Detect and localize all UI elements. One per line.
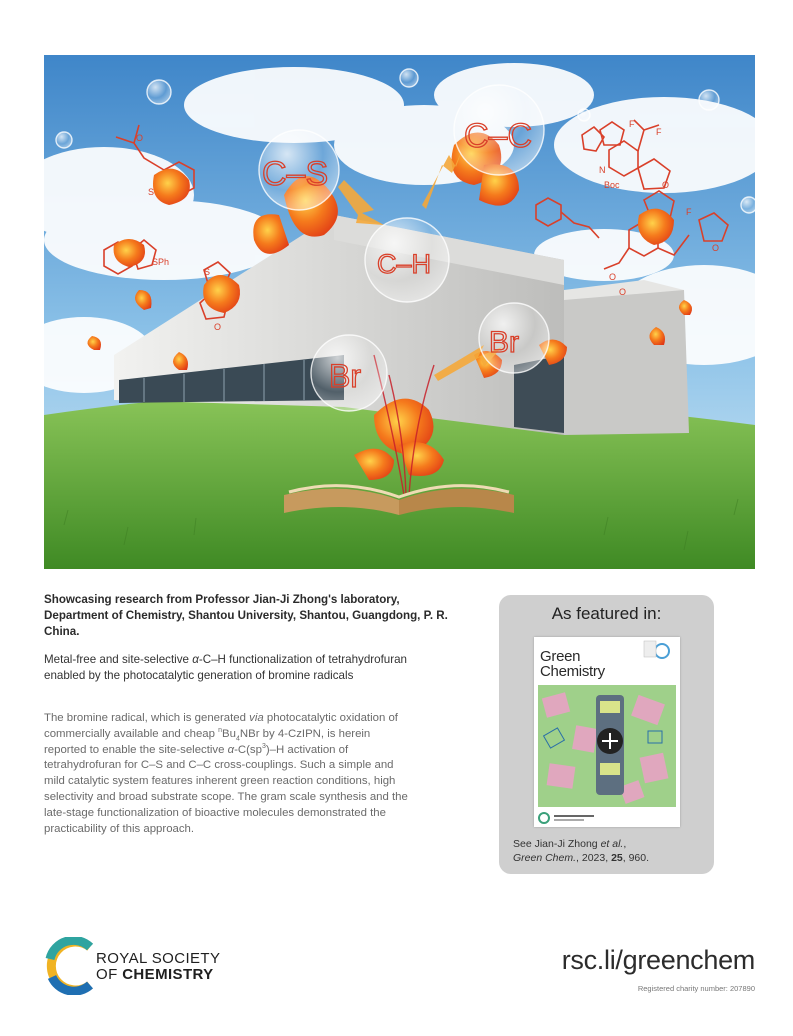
abstract-italic-via: via [249,712,264,724]
citation[interactable] [513,837,708,865]
citation-volume: 25 [611,852,623,864]
article-title-pre: Metal-free and site-selective [44,653,193,666]
rsc-logo-icon [44,937,96,995]
citation-etal: et al. [600,838,624,850]
bubble-label-cs: C–S [262,155,329,193]
abstract-text [44,711,414,837]
svg-text:Boc: Boc [604,180,620,190]
citation-journal: Green Chem. [513,852,577,864]
bubble-label-br-1: Br [329,358,361,394]
abstract-superscript-n: n [218,727,223,734]
showcase-heading: Showcasing research from Professor Jian-Ji Zhong's laboratory, Department of Chemistry, Shantou University, Shantou, Guangdong, P. R. China. [44,593,448,638]
journal-name-line1: Green [540,648,581,665]
bubble-label-br-2: Br [489,326,519,359]
journal-url-link[interactable]: rsc.li/greenchem [561,945,755,975]
abstract-superscript-3: 3 [261,742,266,750]
journal-cover-thumbnail[interactable] [534,637,680,827]
journal-name [540,649,605,679]
svg-text:O: O [712,243,720,253]
citation-authors: See Jian-Ji Zhong [513,838,601,850]
abstract-part: photocatalytic oxidation of commercially available and cheap [44,712,398,740]
abstract-part: NBr by 4-CzIPN, is herein reported to enable the site-selective [44,727,371,756]
rsc-line1: ROYAL SOCIETY [96,950,221,967]
svg-text:N: N [599,165,606,175]
article-title-post: -C–H functionalization of tetrahydrofuran enabled by the photocatalytic generation of bromine radicals [44,653,407,682]
article-title-alpha: α [192,653,199,666]
rsc-wordmark [96,951,220,983]
svg-text:O: O [214,322,222,332]
svg-text:F: F [686,207,692,217]
svg-text:S: S [204,267,211,277]
bubble-label-cc: C–C [464,117,533,155]
svg-text:O: O [619,287,627,297]
journal-name-line2: Chemistry [540,663,605,680]
abstract-subscript-4: 4 [235,735,240,743]
cover-illustration [44,55,755,569]
abstract-part: The bromine radical, which is generated [44,712,250,724]
article-title [44,652,424,684]
charity-number: Registered charity number: 207890 [637,984,755,993]
citation-comma: , [623,838,627,850]
citation-year: , 2023, [576,852,612,864]
cover-artwork [44,55,755,569]
abstract-part: -C(sp [234,743,262,756]
abstract-alpha: α [227,743,235,756]
rsc-line2-pre: OF [96,966,123,983]
rsc-line2-bold: CHEMISTRY [122,966,214,983]
featured-in-box [499,595,714,874]
citation-pages: , 960. [622,852,650,864]
svg-text:F: F [656,127,662,137]
svg-text:O: O [136,133,144,143]
svg-text:O: O [609,272,617,282]
abstract-part: Bu [222,727,236,740]
bubble-label-ch: C–H [377,249,432,279]
featured-in-label: As featured in: [551,604,662,623]
abstract-part: )–H activation of tetrahydrofuran for C–S and C–C cross-couplings. Such a simple and mild catalytic system features inherent green reaction conditions, high selectivity and broad substrate scope. The gram scale synthesis and the late-stage functionalization of bioactive molecules demonstrated the practicability of this approach. [44,743,408,835]
svg-text:SPh: SPh [152,257,170,267]
svg-text:F: F [629,119,635,129]
svg-text:S: S [148,187,155,197]
svg-text:O: O [662,180,670,190]
